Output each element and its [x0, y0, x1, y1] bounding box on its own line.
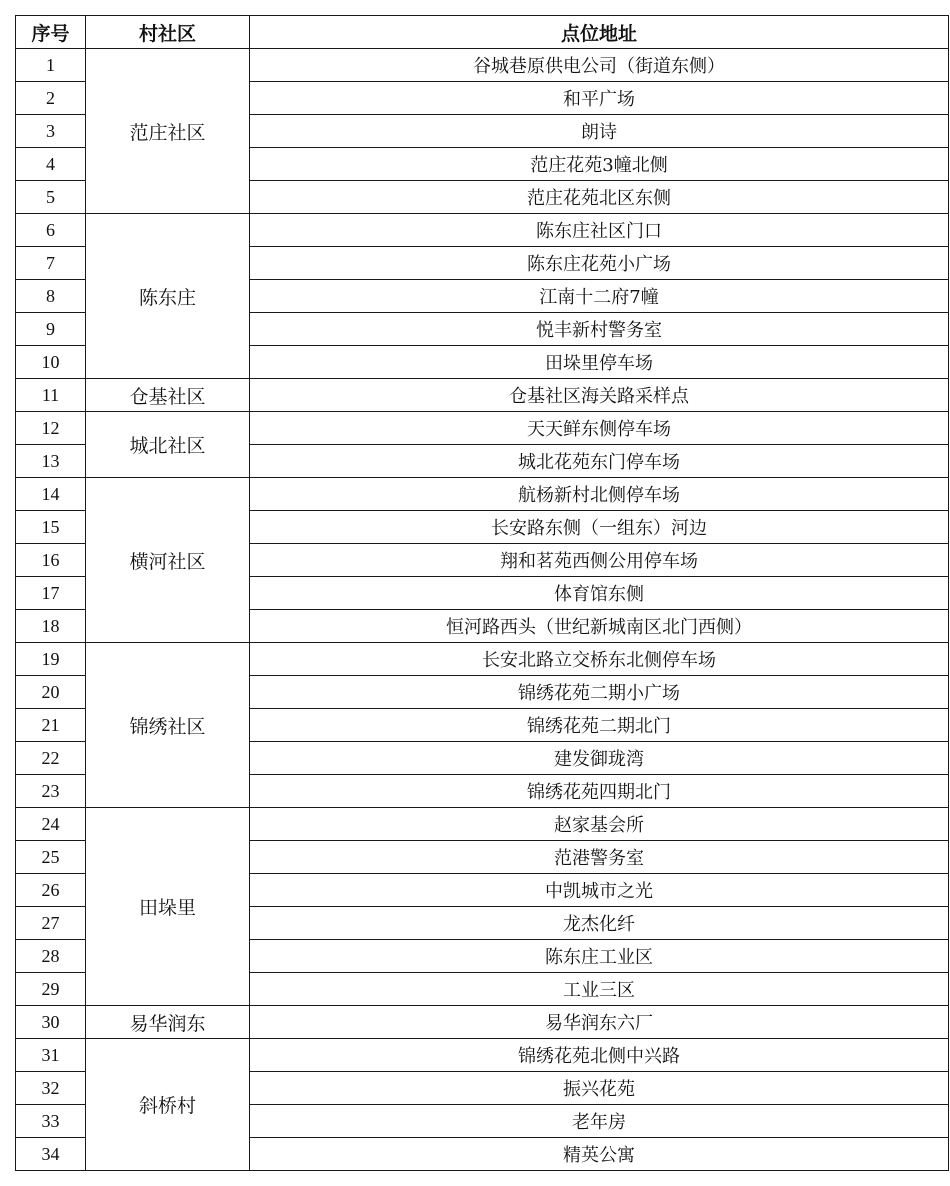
serial-number-cell: 28 [16, 940, 86, 973]
address-cell: 精英公寓 [250, 1138, 949, 1171]
serial-number-cell: 24 [16, 808, 86, 841]
serial-number-cell: 12 [16, 412, 86, 445]
serial-number-cell: 10 [16, 346, 86, 379]
serial-number-cell: 34 [16, 1138, 86, 1171]
address-cell: 老年房 [250, 1105, 949, 1138]
serial-number-cell: 16 [16, 544, 86, 577]
serial-number-cell: 13 [16, 445, 86, 478]
serial-number-cell: 33 [16, 1105, 86, 1138]
address-cell: 赵家基会所 [250, 808, 949, 841]
community-cell: 易华润东 [86, 1006, 250, 1039]
table-row [16, 478, 949, 511]
address-cell: 中凯城市之光 [250, 874, 949, 907]
header-community: 村社区 [86, 16, 250, 49]
address-cell: 建发御珑湾 [250, 742, 949, 775]
serial-number-cell: 5 [16, 181, 86, 214]
table-row [16, 643, 949, 676]
table-row [16, 49, 949, 82]
address-cell: 工业三区 [250, 973, 949, 1006]
community-cell: 锦绣社区 [86, 643, 250, 808]
serial-number-cell: 25 [16, 841, 86, 874]
serial-number-cell: 9 [16, 313, 86, 346]
address-cell: 易华润东六厂 [250, 1006, 949, 1039]
community-cell: 城北社区 [86, 412, 250, 478]
header-address: 点位地址 [250, 16, 949, 49]
serial-number-cell: 11 [16, 379, 86, 412]
address-cell: 田垛里停车场 [250, 346, 949, 379]
table-row [16, 808, 949, 841]
address-cell: 锦绣花苑二期北门 [250, 709, 949, 742]
address-cell: 体育馆东侧 [250, 577, 949, 610]
address-cell: 天天鲜东侧停车场 [250, 412, 949, 445]
address-cell: 江南十二府7幢 [250, 280, 949, 313]
serial-number-cell: 26 [16, 874, 86, 907]
address-cell: 恒河路西头（世纪新城南区北门西侧） [250, 610, 949, 643]
table-row [16, 1006, 949, 1039]
serial-number-cell: 4 [16, 148, 86, 181]
table-row [16, 1039, 949, 1072]
serial-number-cell: 22 [16, 742, 86, 775]
serial-number-cell: 15 [16, 511, 86, 544]
sampling-sites-table [15, 15, 949, 1171]
serial-number-cell: 19 [16, 643, 86, 676]
header-serial-number: 序号 [16, 16, 86, 49]
address-cell: 陈东庄花苑小广场 [250, 247, 949, 280]
address-cell: 城北花苑东门停车场 [250, 445, 949, 478]
address-cell: 范港警务室 [250, 841, 949, 874]
serial-number-cell: 2 [16, 82, 86, 115]
address-cell: 锦绣花苑四期北门 [250, 775, 949, 808]
community-cell: 仓基社区 [86, 379, 250, 412]
header-row [16, 16, 949, 49]
serial-number-cell: 3 [16, 115, 86, 148]
address-cell: 航杨新村北侧停车场 [250, 478, 949, 511]
serial-number-cell: 20 [16, 676, 86, 709]
address-cell: 长安路东侧（一组东）河边 [250, 511, 949, 544]
serial-number-cell: 18 [16, 610, 86, 643]
serial-number-cell: 32 [16, 1072, 86, 1105]
community-cell: 田垛里 [86, 808, 250, 1006]
address-cell: 锦绣花苑二期小广场 [250, 676, 949, 709]
address-cell: 陈东庄社区门口 [250, 214, 949, 247]
serial-number-cell: 14 [16, 478, 86, 511]
table-row [16, 214, 949, 247]
address-cell: 锦绣花苑北侧中兴路 [250, 1039, 949, 1072]
serial-number-cell: 30 [16, 1006, 86, 1039]
address-cell: 长安北路立交桥东北侧停车场 [250, 643, 949, 676]
serial-number-cell: 27 [16, 907, 86, 940]
serial-number-cell: 23 [16, 775, 86, 808]
address-cell: 仓基社区海关路采样点 [250, 379, 949, 412]
address-cell: 和平广场 [250, 82, 949, 115]
serial-number-cell: 8 [16, 280, 86, 313]
table-row [16, 412, 949, 445]
address-cell: 龙杰化纤 [250, 907, 949, 940]
serial-number-cell: 17 [16, 577, 86, 610]
address-cell: 谷城巷原供电公司（街道东侧） [250, 49, 949, 82]
address-cell: 朗诗 [250, 115, 949, 148]
community-cell: 斜桥村 [86, 1039, 250, 1171]
serial-number-cell: 21 [16, 709, 86, 742]
address-cell: 振兴花苑 [250, 1072, 949, 1105]
table-body [16, 49, 949, 1171]
serial-number-cell: 7 [16, 247, 86, 280]
table-row [16, 379, 949, 412]
community-cell: 陈东庄 [86, 214, 250, 379]
serial-number-cell: 6 [16, 214, 86, 247]
serial-number-cell: 1 [16, 49, 86, 82]
community-cell: 范庄社区 [86, 49, 250, 214]
serial-number-cell: 29 [16, 973, 86, 1006]
address-cell: 悦丰新村警务室 [250, 313, 949, 346]
address-cell: 范庄花苑3幢北侧 [250, 148, 949, 181]
address-cell: 翔和茗苑西侧公用停车场 [250, 544, 949, 577]
address-cell: 范庄花苑北区东侧 [250, 181, 949, 214]
serial-number-cell: 31 [16, 1039, 86, 1072]
address-cell: 陈东庄工业区 [250, 940, 949, 973]
community-cell: 横河社区 [86, 478, 250, 643]
